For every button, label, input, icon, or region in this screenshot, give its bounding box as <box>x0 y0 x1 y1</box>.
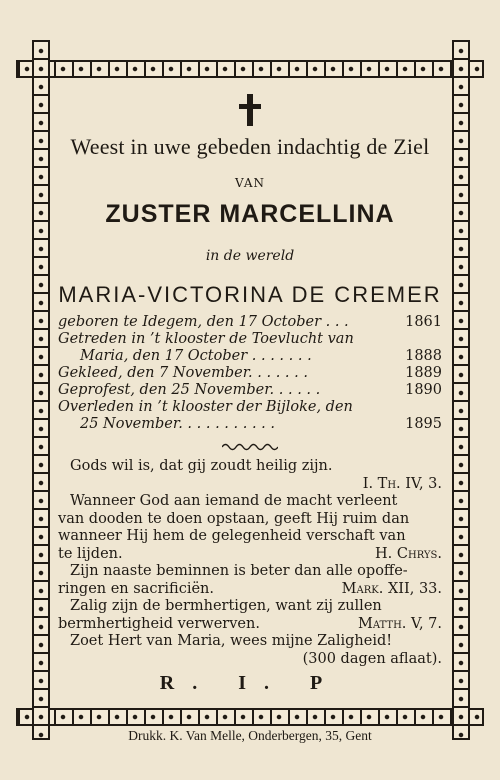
quote-4-line1: Zalig zijn de bermhertigen, want zij zullen <box>70 598 382 614</box>
quotations <box>58 458 442 668</box>
professed-row: Geprofest, den 25 November. . . . . . 1890 <box>58 382 442 398</box>
quote-2-line1: Wanneer God aan iemand de macht verleent <box>70 493 398 509</box>
ornamental-border-bottom <box>16 708 484 726</box>
biography <box>58 314 442 433</box>
quote-2-line2: van dooden te doen opstaan, geeft Hij ruim dan <box>58 510 410 527</box>
rip-text: R. I. P <box>159 672 341 694</box>
died-row-cont: 25 November. . . . . . . . . . . 1895 <box>80 416 442 432</box>
quote-1-ref: I. Th. IV, 3. <box>362 475 442 492</box>
in-world-label: in de wereld <box>205 248 295 264</box>
died-row: Overleden in ’t klooster der Bijloke, den <box>58 399 353 415</box>
quote-2-line4: te lijden. H. Chrys. <box>58 545 442 562</box>
quote-5: Zoet Hert van Maria, wees mijne Zaligheid! <box>70 633 393 649</box>
sister-name: ZUSTER MARCELLINA <box>105 200 395 228</box>
indulgence-note: (300 dagen aflaat). <box>302 650 442 667</box>
entered-row: Getreden in ’t klooster de Toevlucht van <box>58 331 354 347</box>
born-row: geboren te Idegem, den 17 October . . . 1861 <box>58 314 442 330</box>
quote-4-line2: bermhertigheid verwerven. Matth. V, 7. <box>58 615 442 632</box>
clothed-row: Gekleed, den 7 November. . . . . . . 1889 <box>58 365 442 381</box>
latin-cross-icon <box>239 94 261 126</box>
quote-2-line3: wanneer Hij hem de gelegenheid verschaft van <box>58 528 406 544</box>
prayer-heading: Weest in uwe gebeden indachtig de Ziel <box>70 134 430 159</box>
ornamental-border-top <box>16 60 484 78</box>
printer-imprint: Drukk. K. Van Melle, Onderbergen, 35, Gent <box>128 728 372 743</box>
van-label: VAN <box>234 176 266 190</box>
quote-1: Gods wil is, dat gij zoudt heilig zijn. <box>70 458 333 474</box>
civil-name: MARIA-VICTORINA DE CREMER <box>58 282 442 307</box>
quote-3-line2: ringen en sacrificiën. Mark. XII, 33. <box>58 580 442 597</box>
entered-row-cont: Maria, den 17 October . . . . . . . 1888 <box>80 348 442 364</box>
quote-3-line1: Zijn naaste beminnen is beter dan alle opoffe- <box>70 563 408 579</box>
wave-divider-icon <box>222 442 278 452</box>
